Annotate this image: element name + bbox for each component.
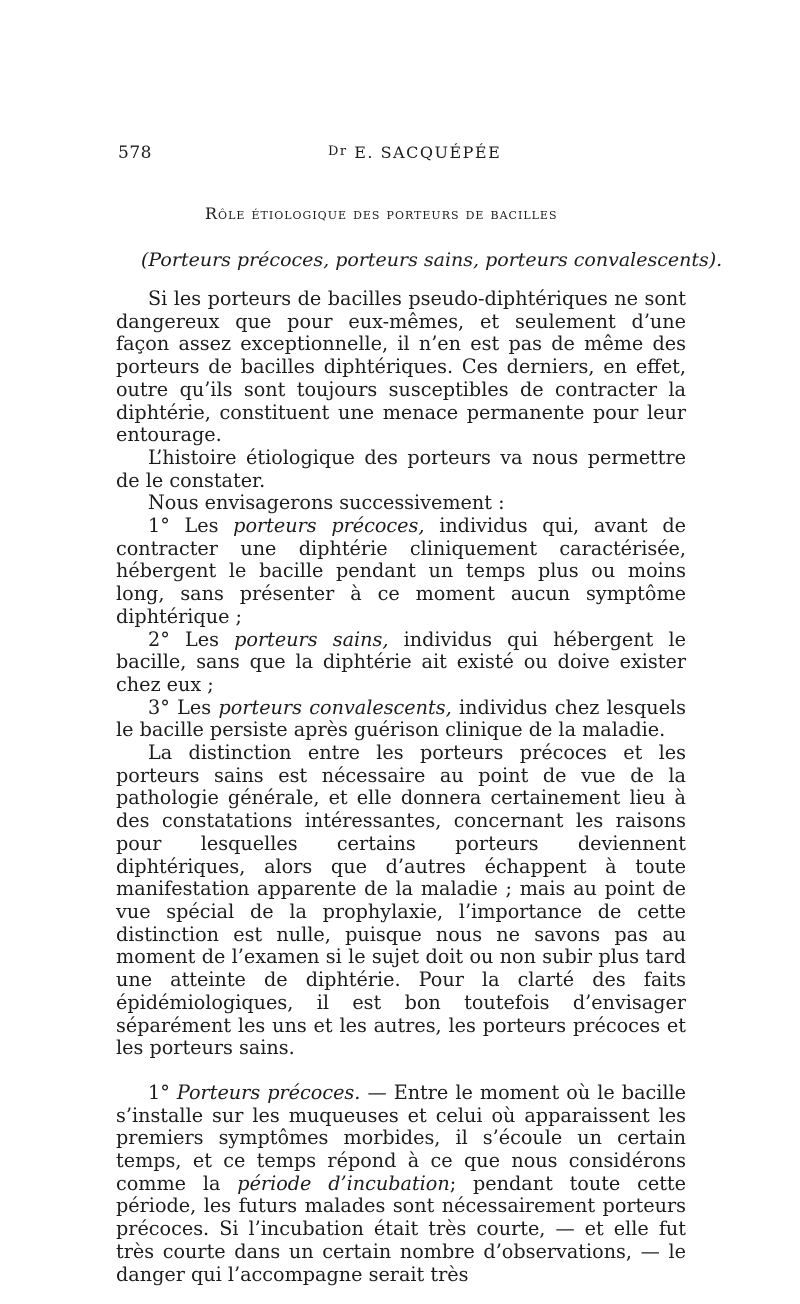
list-item-term: porteurs précoces, [233,514,425,538]
inline-term: période d’incubation [237,1171,450,1195]
list-item-term: porteurs sains, [234,627,389,651]
section-title: Rôle étiologique des porteurs de bacilles [205,204,558,223]
author-name: E. SACQUÉPÉE [354,143,502,162]
subsection-number: 1° [148,1080,170,1104]
list-item-lead: Les [177,695,212,719]
list-item-lead: Les [184,627,219,651]
subsection-text-cont: ; pendant toute cette période, les futurs malades sont nécessairement porteurs précoces. Si l’incubation était très courte, — et elle fut très courte dans un certain nombre d’observations, — le danger qui l’accompagne serait très [116,1171,686,1286]
paragraph: La distinction entre les porteurs précoces et les porteurs sains est nécessaire au point de vue de la pathologie générale, et elle donnera certainement lieu à des constatations intéressantes, concernant les raisons pour lesquelles certains porteurs deviennent diphtériques, alors que d’autres échappent à toute manifestation apparente de la maladie ; mais au point de vue spécial de la prophylaxie, l’importance de cette distinction est nulle, puisque nous ne savons pas au moment de l’examen si le sujet doit ou non subir plus tard une atteinte de diphtérie. Pour la clarté des faits épidémiologiques, il est bon toutefois d’envisager séparément les uns et les autres, les porteurs précoces et les porteurs sains. [116,741,686,1060]
list-item-text: individus qui, avant de contracter une diphtérie cliniquement caractérisée, hébergent le bacille pendant un temps plus ou moins long, sans présenter à ce moment aucun symptôme diphtérique ; [116,514,686,628]
section-subtitle: (Porteurs précoces, porteurs sains, porteurs convalescents). [141,249,723,271]
list-number: 2° [148,627,170,651]
running-head [118,143,684,169]
page-number: 578 [118,143,152,163]
list-item [116,697,686,742]
body-text [116,288,686,1286]
list-item [116,515,686,629]
author-prefix: Dr [328,144,348,159]
list-number: 3° [148,695,170,719]
list-item-lead: Les [184,514,219,538]
list-item-text: individus chez lesquels le bacille persiste après guérison clinique de la maladie. [116,695,686,742]
paragraph: Nous envisagerons successivement : [148,491,505,515]
list-item [116,629,686,697]
subsection-text: — Entre le moment où le bacille s’installe sur les muqueuses et celui où apparaissent les premiers symptômes morbides, il s’écoule un certain temps, et ce temps répond à ce que nous considérons comme la [116,1080,687,1195]
subsection-paragraph [116,1082,686,1286]
paragraph: L’histoire étiologique des porteurs va nous permettre de le constater. [116,445,686,492]
subsection-heading: Porteurs précoces. [176,1080,361,1104]
paragraph: Si les porteurs de bacilles pseudo-diphtériques ne sont dangereux que pour eux-mêmes, et seulement d’une façon assez exceptionnelle, il n’en est pas de même des porteurs de bacilles diphtériques. Ces derniers, en effet, outre qu’ils sont toujours susceptibles de contracter la diphtérie, constituent une menace permanente pour leur entourage. [116,287,686,447]
list-number: 1° [148,514,170,538]
list-item-term: porteurs convalescents, [218,695,452,719]
running-head-author [328,143,501,162]
list-item-text: individus qui hébergent le bacille, sans que la diphtérie ait existé ou doive exister chez eux ; [116,627,686,696]
